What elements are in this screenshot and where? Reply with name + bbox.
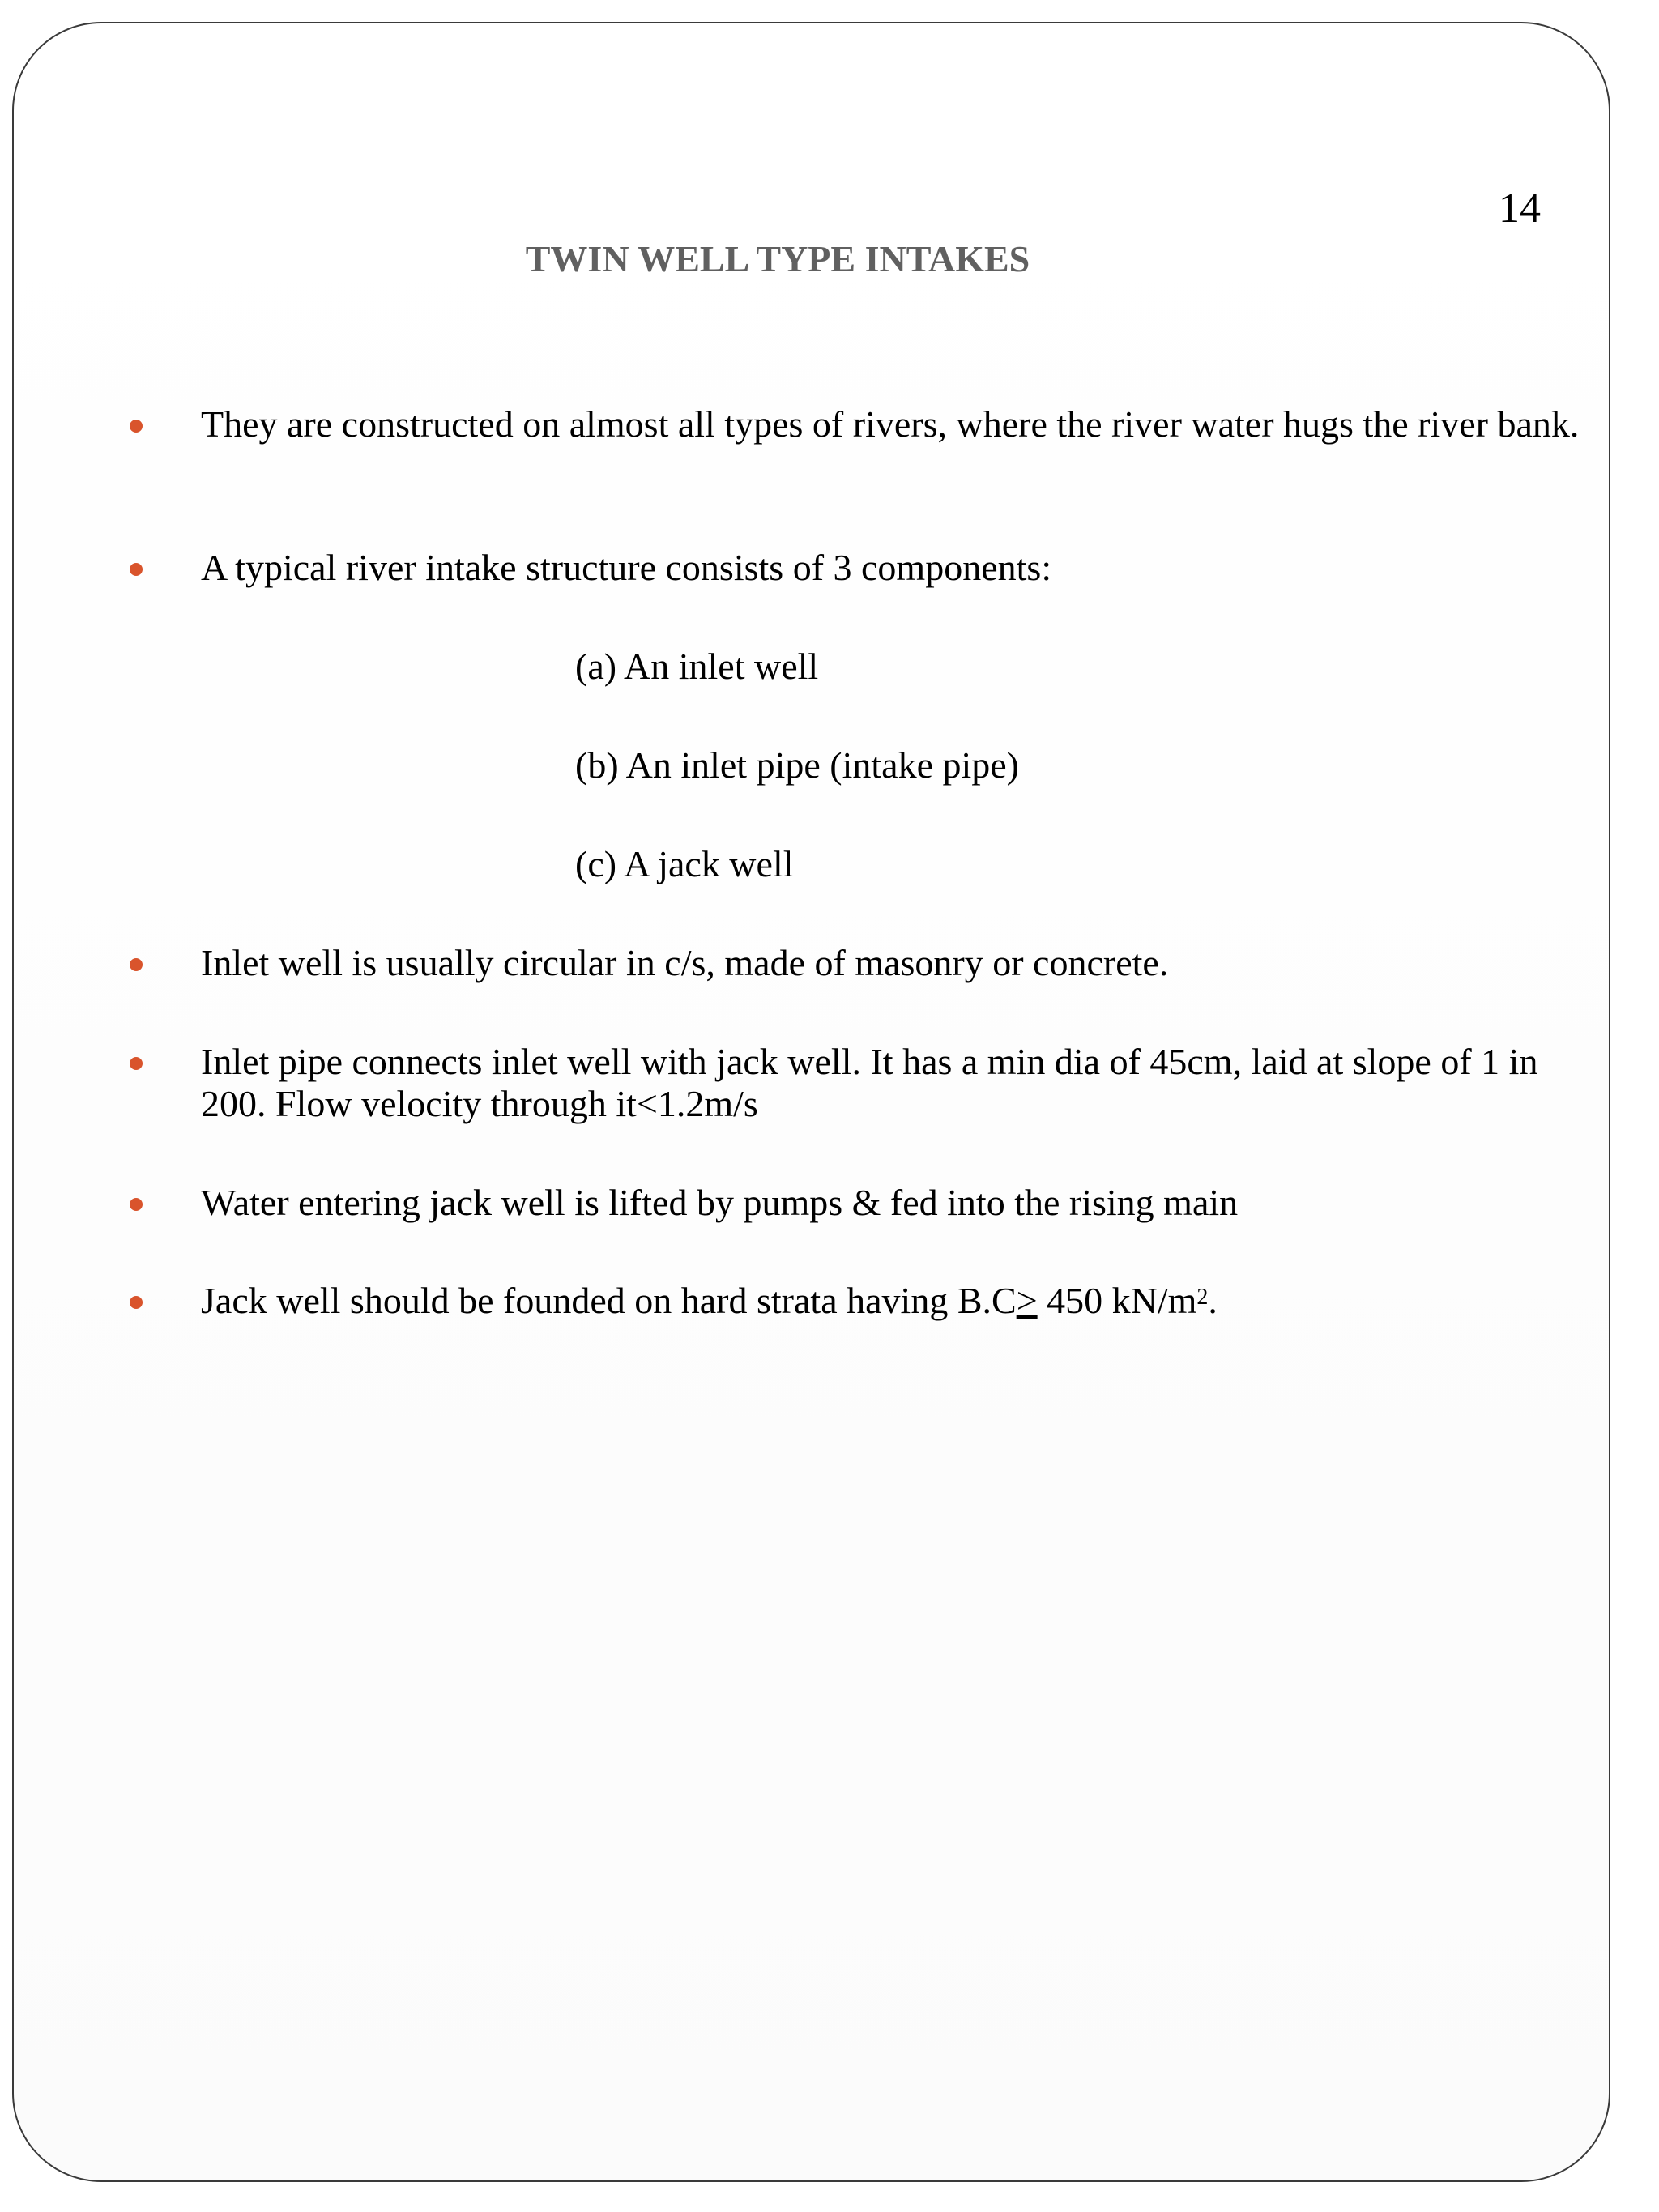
page-number: 14 xyxy=(1499,185,1541,232)
bearing-prefix: Jack well should be founded on hard strata having B.C xyxy=(201,1280,1017,1321)
bullet-text: They are constructed on almost all types of rivers, where the river water hugs the river bank. xyxy=(201,403,1580,445)
component-item: (a) An inlet well xyxy=(575,646,819,687)
bearing-value: 450 kN/m xyxy=(1037,1280,1197,1321)
bullet-text-bearing-capacity xyxy=(201,1280,1594,1322)
bullet-dot-icon xyxy=(130,1296,143,1309)
bullet-text: A typical river intake structure consists of 3 components: xyxy=(201,547,1052,588)
bullet-text: Water entering jack well is lifted by pumps & fed into the rising main xyxy=(201,1182,1239,1223)
greater-equal-symbol: > xyxy=(1016,1280,1038,1321)
bearing-suffix: . xyxy=(1208,1280,1218,1321)
component-item: (c) A jack well xyxy=(575,843,794,884)
component-item: (b) An inlet pipe (intake pipe) xyxy=(575,744,1020,786)
bullet-dot-icon xyxy=(130,1198,143,1211)
slide-title: TWIN WELL TYPE INTAKES xyxy=(525,238,1030,279)
bullet-dot-icon xyxy=(130,1057,143,1070)
bullet-dot-icon xyxy=(130,958,143,971)
bullet-dot-icon xyxy=(130,563,143,576)
bullet-text: Inlet well is usually circular in c/s, made of masonry or concrete. xyxy=(201,942,1169,983)
unit-superscript: 2 xyxy=(1196,1285,1209,1310)
bullet-text: Inlet pipe connects inlet well with jack well. It has a min dia of 45cm, laid at slope of 1 in 200. Flow velocity through it<1.2m/s xyxy=(201,1041,1538,1124)
bullet-dot-icon xyxy=(130,420,143,433)
